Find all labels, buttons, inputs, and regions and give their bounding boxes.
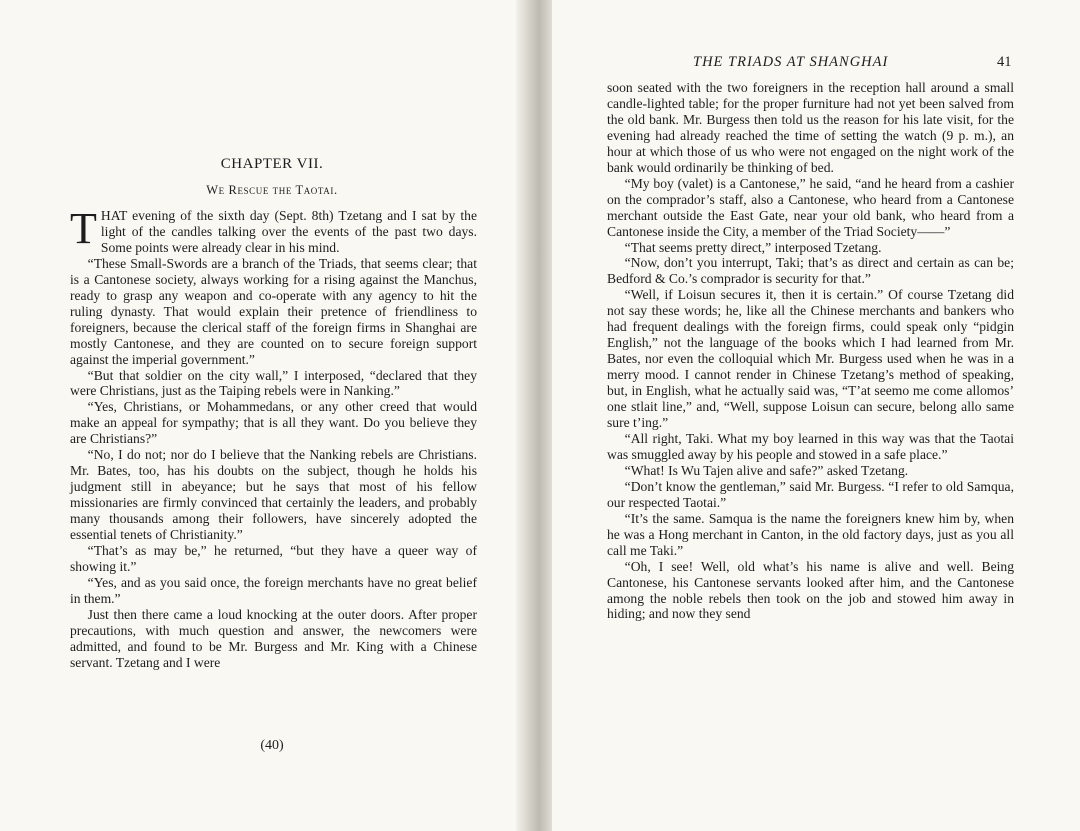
paragraph: “All right, Taki. What my boy learned in this way was that the Taotai was smuggled away by his people and stowed in a safe place.” bbox=[607, 430, 1014, 462]
paragraph: “No, I do not; nor do I believe that the Nanking rebels are Christians. Mr. Bates, too, has his doubts on the subject, though he holds his judgment still in abeyance; but he says that most of his fellow missionaries are firmly convinced that certainly the leaders, and probably many thousands among their followers, have sincerely adopted the essential tenets of Christianity.” bbox=[70, 447, 477, 543]
paragraph: “That seems pretty direct,” interposed Tzetang. bbox=[624, 239, 882, 255]
page-number: (40) bbox=[260, 738, 284, 753]
chapter-heading: CHAPTER VII. bbox=[220, 156, 324, 172]
paragraph: “That’s as may be,” he returned, “but they have a queer way of showing it.” bbox=[70, 543, 477, 574]
paragraph: “Oh, I see! Well, old what’s his name is alive and well. Being Cantonese, his Cantonese servants looked after him, and the Cantonese among the noble rebels then took on the job and stowed him away in hiding; and now they send bbox=[607, 558, 1014, 622]
paragraph: “It’s the same. Samqua is the name the foreigners knew him by, when he was a Hong merchant in Canton, in the old factory days, just as you all call me Taki.” bbox=[607, 510, 1014, 558]
chapter-title: We Rescue the Taotai. bbox=[206, 183, 338, 197]
drop-cap: T bbox=[70, 204, 97, 253]
paragraph: “Now, don’t you interrupt, Taki; that’s as direct and certain as can be; Bedford & Co.’s comprador is security for that.” bbox=[607, 255, 1014, 287]
left-body-text bbox=[70, 204, 477, 671]
page-number: 41 bbox=[997, 54, 1012, 70]
paragraph: “Yes, Christians, or Mohammedans, or any other creed that would make an appeal for sympathy; that is all they want. Do you believe they are Christians?” bbox=[70, 399, 477, 447]
paragraph: soon seated with the two foreigners in the reception hall around a small candle-lighted table; for the proper furniture had not yet been salved from the old bank. Mr. Burgess then told us the reason for his late visit, for the evening had already reached the time of setting the watch (9 p. m.), an hour at which those of us who were not engaged on the night work of the bank would ordinarily be thinking of bed. bbox=[607, 80, 1014, 175]
right-body-text bbox=[607, 80, 1014, 622]
paragraph bbox=[70, 204, 477, 256]
paragraph: “Well, if Loisun secures it, then it is certain.” Of course Tzetang did not say these words; he, like all the Chinese merchants and bankers who had frequent dealings with the foreign firms, could speak only “pidgin English,” not the language of the books which I had learned from Mr. Bates, nor even the colloquial which Mr. Burgess used when he was in a merry mood. I cannot render in Chinese Tzetang’s method of speaking, but, in English, what he actually said was, “T’at seemo me come allomos’ one stlait line,” and, “Well, suppose Loisun can secure, belong allo same sure t’ing.” bbox=[607, 287, 1014, 431]
paragraph: “These Small-Swords are a branch of the Triads, that seems clear; that is a Cantonese society, always working for a rising against the Manchus, ready to grasp any weapon and co-operate with any agency to hit the ruling dynasty. That would explain their pretence of friendliness to foreigners, because the clerical staff of the foreign firms in Shanghai are mostly Cantonese, and they are counted on to secure foreign support against the imperial government.” bbox=[70, 255, 477, 367]
paragraph: “But that soldier on the city wall,” I interposed, “declared that they were Christians, just as the Taiping rebels were in Nanking.” bbox=[70, 367, 477, 399]
paragraph: “What! Is Wu Tajen alive and safe?” asked Tzetang. bbox=[624, 462, 909, 478]
paragraph: Just then there came a loud knocking at the outer doors. After proper precautions, with much question and answer, the newcomers were admitted, and found to be Mr. Burgess and Mr. King with a Chinese servant. Tzetang and I were bbox=[70, 606, 477, 670]
paragraph-text: HAT evening of the sixth day (Sept. 8th) Tzetang and I sat by the light of the candles talking over the events of the past two days. Some points were already clear in his mind. bbox=[100, 208, 477, 255]
paragraph: “Yes, and as you said once, the foreign merchants have no great belief in them.” bbox=[70, 574, 477, 606]
paragraph: “My boy (valet) is a Cantonese,” he said, “and he heard from a cashier on the comprador’s staff, also a Cantonese, who heard from a Cantonese merchant outside the East Gate, near your old bank, who heard from a Cantonese inside the City, a member of the Triad Society——” bbox=[607, 175, 1014, 239]
running-head: THE TRIADS AT SHANGHAI bbox=[693, 54, 889, 70]
paragraph: “Don’t know the gentleman,” said Mr. Burgess. “I refer to old Samqua, our respected Taotai.” bbox=[607, 478, 1014, 510]
left-page bbox=[0, 0, 528, 831]
